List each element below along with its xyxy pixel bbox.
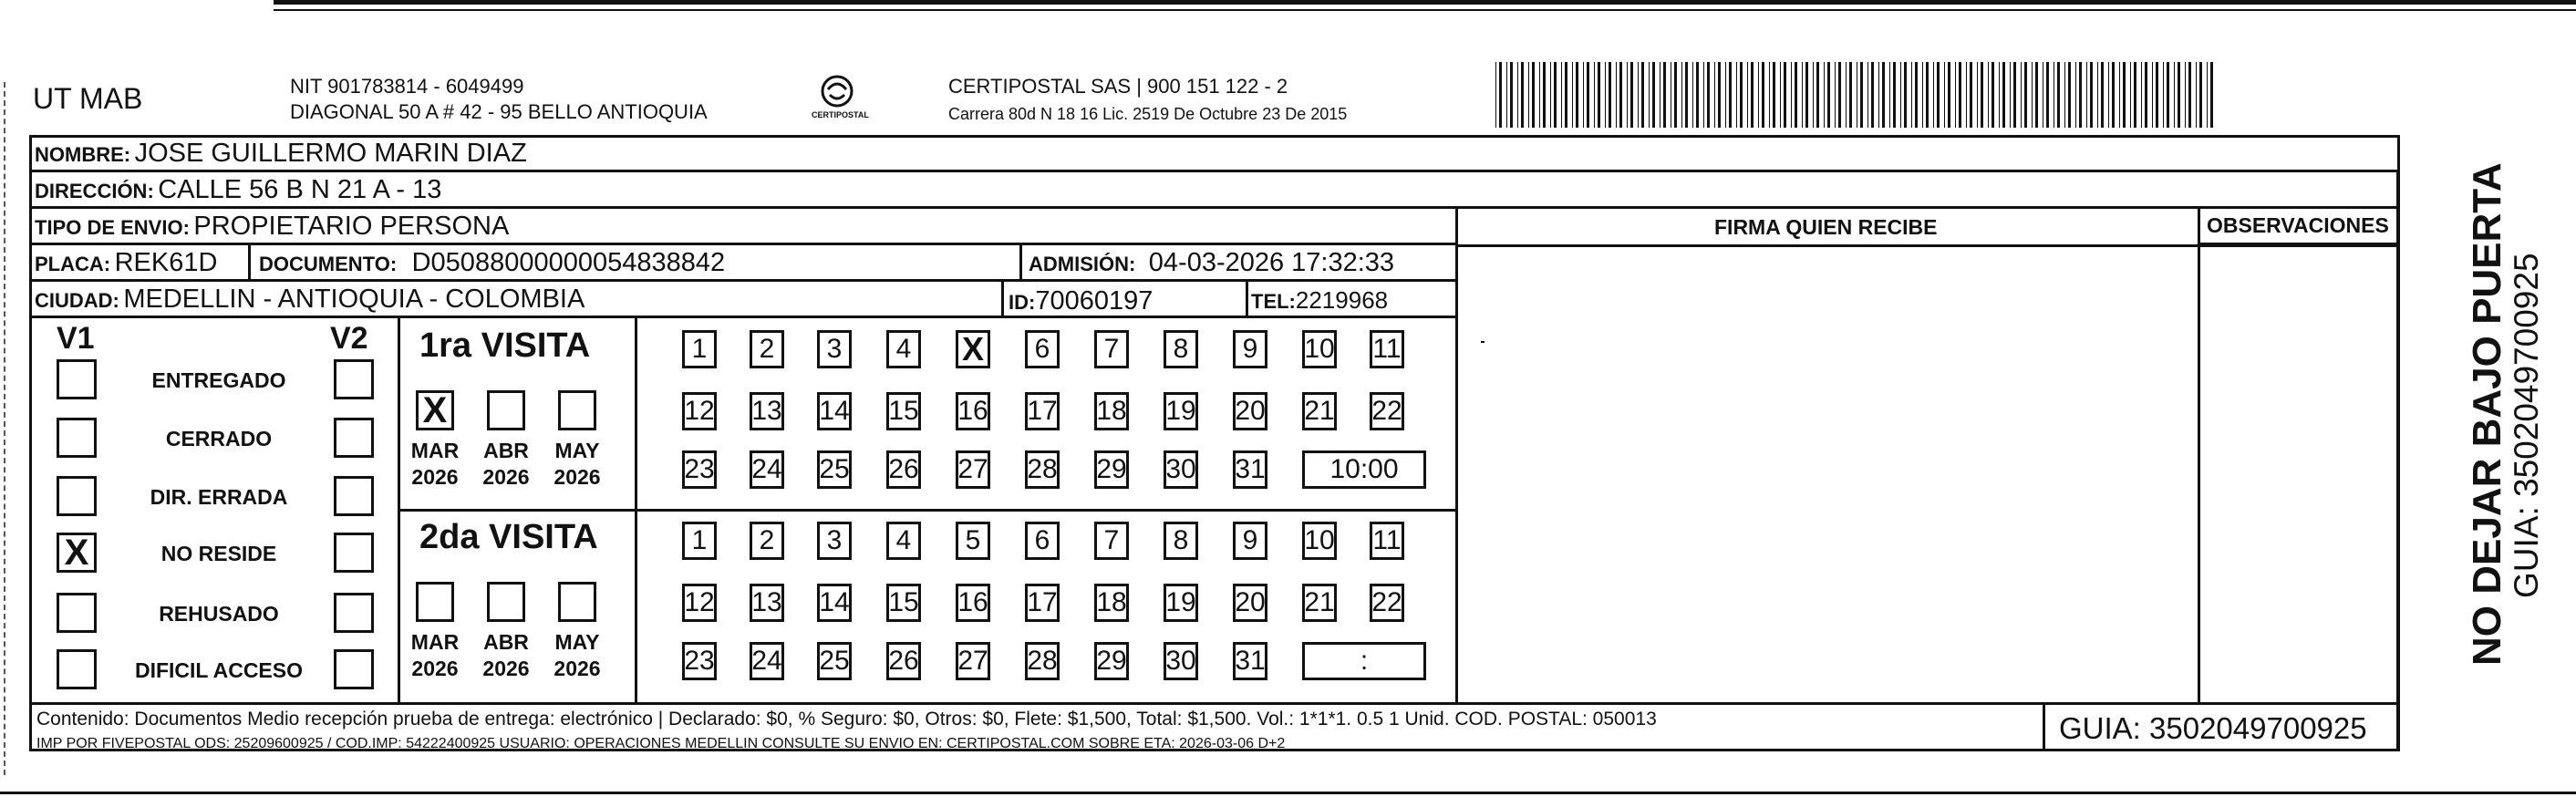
day-box[interactable]: 22: [1370, 392, 1404, 430]
day-box[interactable]: 17: [1025, 392, 1060, 430]
footer-contenido: Contenido: Documentos Medio recepción prueba de entrega: electrónico | Declarado: $0, % Seguro: $0, Otros: $0, Flete: $1,500, Total: $1,500. Vol.: 1*1*1. 0.5 1 Unid. COD. POSTAL: 050013: [36, 709, 1657, 730]
month-checkbox[interactable]: [487, 582, 525, 622]
status-v1-checkbox[interactable]: [57, 418, 97, 458]
day-box[interactable]: 20: [1233, 584, 1267, 622]
direccion-value: CALLE 56 B N 21 A - 13: [158, 175, 442, 204]
barcode: [1495, 62, 2225, 128]
month-name: MAR: [410, 439, 460, 462]
row-line: [29, 243, 1455, 245]
month-name: ABR: [483, 439, 529, 462]
firma-dot: [1481, 341, 1485, 343]
day-box[interactable]: 21: [1302, 392, 1337, 430]
month-label: [403, 438, 467, 491]
month-year: 2026: [482, 656, 530, 680]
day-box[interactable]: 28: [1025, 450, 1060, 489]
day-box[interactable]: 29: [1094, 450, 1129, 489]
cell-divider: [1001, 281, 1004, 316]
top-border: [274, 0, 2576, 5]
carrier-line2: Carrera 80d N 18 16 Lic. 2519 De Octubre 23 De 2015: [948, 105, 1348, 123]
day-box[interactable]: 11: [1370, 522, 1404, 560]
direccion-row: [35, 177, 441, 203]
documento-label: DOCUMENTO:: [259, 253, 398, 275]
footer-imp: IMP POR FIVEPOSTAL ODS: 25209600925 / COD.IMP: 54222400925 USUARIO: OPERACIONES MEDELLIN CONSULTE SU ENVIO EN: CERTIPOSTAL.COM SOBRE ETA: 2026-03-06 D+2: [36, 736, 1286, 751]
ciudad-row: [35, 286, 585, 313]
status-label: NO RESIDE: [160, 542, 277, 565]
top-border-thin: [274, 9, 2576, 11]
day-box[interactable]: 17: [1025, 584, 1060, 622]
documento-row: [259, 250, 725, 276]
month-checkbox[interactable]: [558, 390, 596, 430]
day-box[interactable]: 8: [1164, 330, 1198, 368]
day-box[interactable]: 19: [1164, 392, 1198, 430]
visit-title: 2da VISITA: [419, 518, 598, 556]
documento-value: D05088000000054838842: [411, 248, 726, 277]
day-box[interactable]: X: [956, 330, 990, 368]
logo-text: CERTIPOSTAL: [812, 110, 869, 119]
certipostal-logo: [810, 71, 869, 126]
cell-divider: [1246, 281, 1248, 316]
day-box[interactable]: 21: [1302, 584, 1337, 622]
tel-row: [1251, 288, 1388, 312]
footer-guia: GUIA: 3502049700925: [2059, 711, 2367, 745]
ciudad-label: CIUDAD:: [35, 289, 119, 312]
status-v1-checkbox[interactable]: [57, 476, 97, 516]
status-v2-checkbox[interactable]: [334, 649, 374, 689]
row-line: [29, 170, 2400, 172]
sender-address: DIAGONAL 50 A # 42 - 95 BELLO ANTIOQUIA: [290, 100, 708, 123]
status-label: ENTREGADO: [151, 368, 286, 392]
month-checkbox[interactable]: [487, 390, 525, 430]
day-box[interactable]: 26: [886, 642, 921, 680]
admision-row: [1029, 250, 1394, 276]
status-v1-checkbox[interactable]: X: [57, 533, 97, 573]
day-box[interactable]: 7: [1094, 330, 1129, 368]
admision-label: ADMISIÓN:: [1029, 253, 1136, 275]
observaciones-header: OBSERVACIONES: [2207, 213, 2389, 237]
day-box[interactable]: 6: [1025, 522, 1060, 560]
month-label: [545, 629, 609, 682]
left-dashed-edge: [4, 82, 5, 775]
row-line: [1455, 244, 2400, 247]
status-label: DIFICIL ACCESO: [134, 658, 303, 682]
placa-row: [35, 250, 217, 276]
day-box[interactable]: 30: [1164, 450, 1198, 489]
month-label: [474, 629, 538, 682]
month-name: MAY: [554, 630, 600, 654]
tel-value: 2219968: [1295, 286, 1389, 314]
status-v1-checkbox[interactable]: [57, 649, 97, 689]
visit-divider: [398, 509, 1455, 512]
cell-divider: [1019, 244, 1022, 279]
day-box[interactable]: 12: [682, 584, 717, 622]
status-v1-checkbox[interactable]: [57, 593, 97, 633]
day-box[interactable]: 23: [682, 450, 717, 489]
status-label: DIR. ERRADA: [150, 485, 288, 509]
status-v2-checkbox[interactable]: [334, 533, 374, 573]
month-label: [403, 629, 467, 682]
day-box[interactable]: 27: [956, 642, 990, 680]
day-box[interactable]: 11: [1370, 330, 1404, 368]
ciudad-value: MEDELLIN - ANTIOQUIA - COLOMBIA: [123, 285, 585, 314]
id-label: ID:: [1009, 291, 1036, 314]
visit-title: 1ra VISITA: [419, 326, 591, 365]
day-box[interactable]: 3: [817, 330, 852, 368]
nombre-value: JOSE GUILLERMO MARIN DIAZ: [134, 139, 527, 168]
month-year: 2026: [482, 464, 530, 489]
day-box[interactable]: 16: [956, 392, 990, 430]
status-v2-checkbox[interactable]: [334, 418, 374, 458]
cell-divider: [248, 244, 251, 279]
tipo-value: PROPIETARIO PERSONA: [193, 212, 510, 241]
side-no-dejar: NO DEJAR BAJO PUERTA: [2465, 162, 2509, 666]
firma-header: FIRMA QUIEN RECIBE: [1714, 215, 1938, 239]
day-box[interactable]: 24: [750, 642, 784, 680]
tipo-label: TIPO DE ENVIO:: [35, 216, 190, 239]
day-box[interactable]: 14: [817, 392, 852, 430]
status-label: REHUSADO: [159, 602, 279, 626]
day-box[interactable]: 15: [886, 392, 921, 430]
tipo-row: [35, 213, 509, 240]
month-checkbox[interactable]: X: [416, 390, 454, 430]
row-line: [29, 206, 2400, 209]
row-line: [29, 279, 1455, 282]
row-line: [29, 316, 1455, 318]
footer-guia-divider: [2043, 702, 2045, 751]
v1-header: V1: [57, 321, 95, 356]
month-year: 2026: [411, 464, 459, 489]
admision-value: 04-03-2026 17:32:33: [1148, 248, 1395, 277]
day-box[interactable]: 12: [682, 392, 717, 430]
day-box[interactable]: 4: [886, 330, 921, 368]
month-label: [545, 438, 609, 491]
col-line-obs-right: [2396, 170, 2399, 751]
col-line-obs: [2198, 208, 2200, 702]
day-box[interactable]: 31: [1233, 450, 1267, 489]
day-box[interactable]: 23: [682, 642, 717, 680]
day-box[interactable]: 15: [886, 584, 921, 622]
sender-nit: NIT 901783814 - 6049499: [290, 75, 524, 98]
day-box[interactable]: 16: [956, 584, 990, 622]
month-name: MAR: [410, 630, 460, 654]
day-box[interactable]: 20: [1233, 392, 1267, 430]
day-box[interactable]: 26: [886, 450, 921, 489]
day-box[interactable]: 9: [1233, 522, 1267, 560]
direccion-label: DIRECCIÓN:: [35, 180, 154, 202]
day-box[interactable]: 29: [1094, 642, 1129, 680]
day-box[interactable]: 19: [1164, 584, 1198, 622]
day-box[interactable]: 2: [750, 522, 784, 560]
day-box[interactable]: 10: [1302, 330, 1337, 368]
day-box[interactable]: 25: [817, 450, 852, 489]
v2-header: V2: [330, 321, 368, 356]
day-box[interactable]: 24: [750, 450, 784, 489]
day-box[interactable]: 2: [750, 330, 784, 368]
month-year: 2026: [553, 656, 601, 680]
status-v1-checkbox[interactable]: [57, 359, 97, 399]
month-year: 2026: [553, 464, 601, 489]
carrier-line1: CERTIPOSTAL SAS | 900 151 122 - 2: [948, 75, 1288, 98]
day-box[interactable]: 13: [750, 392, 784, 430]
status-v2-checkbox[interactable]: [334, 476, 374, 516]
day-box[interactable]: 14: [817, 584, 852, 622]
day-box[interactable]: 22: [1370, 584, 1404, 622]
day-box[interactable]: 18: [1094, 392, 1129, 430]
month-checkbox[interactable]: [416, 582, 454, 622]
day-box[interactable]: 25: [817, 642, 852, 680]
day-box[interactable]: 1: [682, 522, 717, 560]
day-box[interactable]: 7: [1094, 522, 1129, 560]
day-box[interactable]: 8: [1164, 522, 1198, 560]
sender-name: UT MAB: [33, 82, 143, 115]
side-guia: GUIA: 3502049700925: [2508, 253, 2545, 598]
month-checkbox[interactable]: [558, 582, 596, 622]
day-box[interactable]: 3: [817, 522, 852, 560]
day-box[interactable]: 9: [1233, 330, 1267, 368]
day-box[interactable]: 30: [1164, 642, 1198, 680]
status-v2-checkbox[interactable]: [334, 593, 374, 633]
placa-label: PLACA:: [35, 253, 111, 275]
visit-time-box[interactable]: :: [1302, 642, 1426, 680]
bottom-border: [0, 792, 2576, 794]
day-box[interactable]: 4: [886, 522, 921, 560]
day-box[interactable]: 1: [682, 330, 717, 368]
month-name: MAY: [554, 439, 600, 462]
day-box[interactable]: 31: [1233, 642, 1267, 680]
barcode-icon: [1495, 62, 2225, 128]
placa-value: REK61D: [114, 248, 218, 277]
visit-time-box[interactable]: 10:00: [1302, 450, 1426, 489]
day-box[interactable]: 27: [956, 450, 990, 489]
day-box[interactable]: 5: [956, 522, 990, 560]
day-box[interactable]: 28: [1025, 642, 1060, 680]
day-box[interactable]: 6: [1025, 330, 1060, 368]
nombre-label: NOMBRE:: [35, 143, 131, 166]
id-value: 70060197: [1035, 286, 1154, 316]
month-year: 2026: [411, 656, 459, 680]
tel-label: TEL:: [1251, 290, 1296, 313]
day-box[interactable]: 13: [750, 584, 784, 622]
nombre-row: [35, 140, 527, 167]
day-box[interactable]: 18: [1094, 584, 1129, 622]
day-box[interactable]: 10: [1302, 522, 1337, 560]
month-label: [474, 438, 538, 491]
status-label: CERRADO: [165, 427, 273, 450]
status-v2-checkbox[interactable]: [334, 359, 374, 399]
id-row: [1009, 288, 1153, 315]
col-line-firma: [1455, 208, 1458, 702]
month-name: ABR: [483, 630, 529, 654]
